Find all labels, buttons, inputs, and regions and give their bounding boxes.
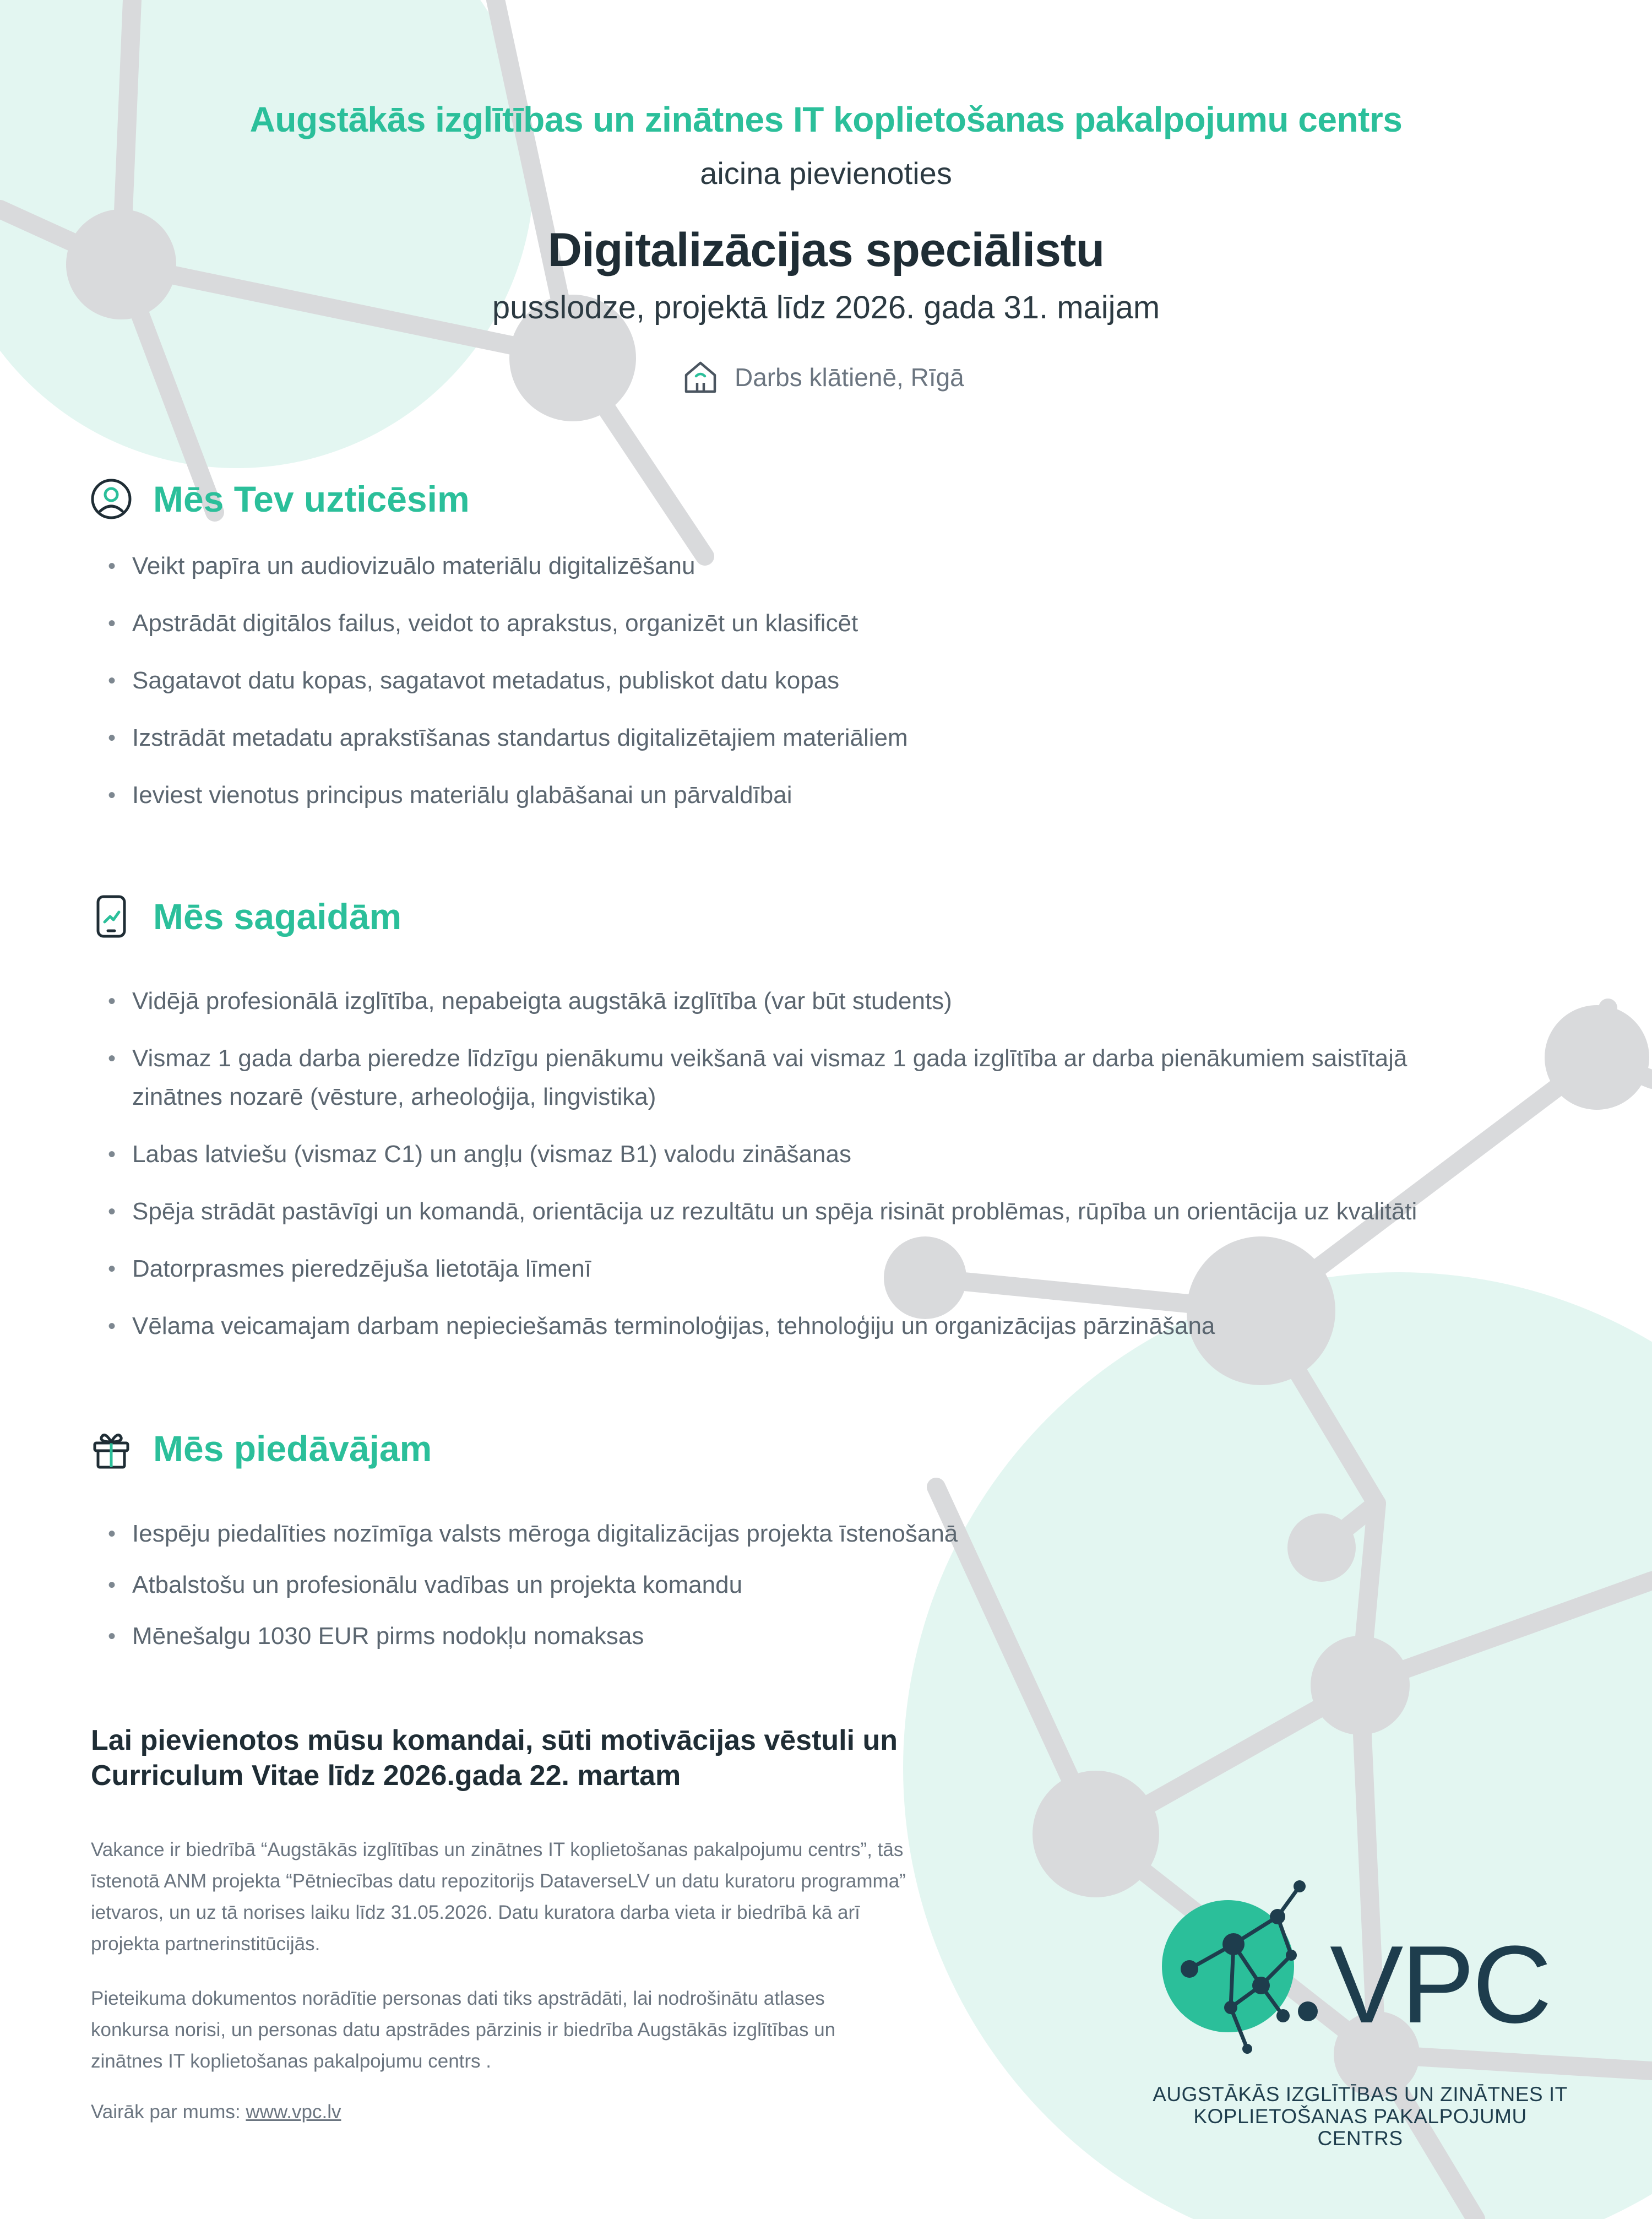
website-link[interactable]: www.vpc.lv	[246, 2101, 341, 2123]
section-title: Mēs sagaidām	[153, 896, 402, 937]
more-info-line	[91, 2096, 906, 2128]
gift-icon	[88, 1425, 134, 1472]
list-item: • Ieviest vienotus principus materiālu glabāšanai un pārvaldībai	[108, 776, 1518, 815]
list-item: • Datorprasmes pieredzējuša lietotāja līmenī	[108, 1250, 1518, 1288]
section-title: Mēs Tev uzticēsim	[153, 479, 470, 519]
section-title: Mēs piedāvājam	[153, 1428, 432, 1469]
location-text: Darbs klātienē, Rīgā	[735, 363, 964, 392]
section-requirements-heading	[88, 893, 401, 940]
list-item: • Sagatavot datu kopas, sagatavot metadatus, publiskot datu kopas	[108, 661, 1518, 700]
section-offer-heading	[88, 1425, 432, 1472]
phone-growth-icon	[88, 893, 134, 940]
cta-line-2: Curriculum Vitae līdz 2026.gada 22. martam	[91, 1760, 681, 1792]
data-processing-paragraph: Pieteikuma dokumentos norādītie personas dati tiks apstrādāti, lai nodrošinātu atlases konkursa norisi, un personas datu apstrādes pārzinis ir biedrība Augstākās izglītības un zinātnes IT koplietošanas pakalpojumu centrs .	[91, 1988, 836, 2072]
logo-caption	[1151, 2084, 1569, 2150]
list-item: • Veikt papīra un audiovizuālo materiālu digitalizēšanu	[108, 547, 1518, 585]
requirements-list	[108, 982, 1518, 1345]
invite-text: aicina pievienoties	[700, 156, 952, 191]
work-location	[681, 358, 964, 397]
list-item: • Vidējā profesionālā izglītība, nepabeigta augstākā izglītība (var būt students)	[108, 982, 1518, 1021]
list-item: • Atbalstošu un profesionālu vadības un projekta komandu	[108, 1566, 1518, 1604]
vacancy-info-paragraph: Vakance ir biedrībā “Augstākās izglītības un zinātnes IT koplietošanas pakalpojumu centrs”, tās īstenotā ANM projekta “Pētniecības datu repozitorijs DataverseLV un datu kuratoru programma” ietvaros, un uz tā norises laiku līdz 31.05.2026. Datu kuratora darba vieta ir biedrībā kā arī projekta partnerinstitūcijās.	[91, 1839, 906, 1955]
logo-text: VPC	[1330, 1923, 1550, 2046]
list-item: • Vēlama veicamajam darbam nepieciešamās terminoloģijas, tehnoloģiju un organizācijas pārzināšana	[108, 1307, 1518, 1345]
application-call-to-action	[91, 1723, 944, 1793]
responsibilities-list	[108, 547, 1518, 815]
section-responsibilities-heading	[88, 476, 470, 522]
vpc-logo	[1151, 1862, 1569, 2104]
list-item: • Vismaz 1 gada darba pieredze līdzīgu pienākumu veikšanā vai vismaz 1 gada izglītība ar darba pienākumiem saistītajā zinātnes nozarē (vēsture, arheoloģija, lingvistika)	[108, 1039, 1415, 1116]
logo-caption-line-1: AUGSTĀKĀS IZGLĪTĪBAS UN ZINĀTNES IT	[1153, 2083, 1568, 2106]
offer-list	[108, 1515, 1518, 1656]
position-title: Digitalizācijas speciālistu	[547, 224, 1105, 276]
cta-line-1: Lai pievienotos mūsu komandai, sūti motivācijas vēstuli un	[91, 1724, 898, 1756]
logo-caption-line-2: KOPLIETOŠANAS PAKALPOJUMU CENTRS	[1193, 2105, 1527, 2150]
list-item: • Spēja strādāt pastāvīgi un komandā, orientācija uz rezultātu un spēja risināt problēmas, rūpība un orientācija uz kvalitāti	[108, 1192, 1518, 1231]
list-item: • Labas latviešu (vismaz C1) un angļu (vismaz B1) valodu zināšanas	[108, 1135, 1518, 1174]
list-item: • Iespēju piedalīties nozīmīga valsts mēroga digitalizācijas projekta īstenošanā	[108, 1515, 1518, 1553]
list-item: • Izstrādāt metadatu aprakstīšanas standartus digitalizētajiem materiāliem	[108, 719, 1518, 757]
list-item: • Apstrādāt digitālos failus, veidot to aprakstus, organizēt un klasificēt	[108, 604, 1518, 643]
list-item: • Mēnešalgu 1030 EUR pirms nodokļu nomaksas	[108, 1617, 1518, 1656]
position-subtitle: pusslodze, projektā līdz 2026. gada 31. maijam	[492, 290, 1160, 325]
home-icon	[681, 357, 720, 397]
user-circle-icon	[88, 476, 134, 522]
more-info-label: Vairāk par mums:	[91, 2101, 241, 2123]
organization-title: Augstākās izglītības un zinātnes IT koplietošanas pakalpojumu centrs	[249, 100, 1403, 139]
